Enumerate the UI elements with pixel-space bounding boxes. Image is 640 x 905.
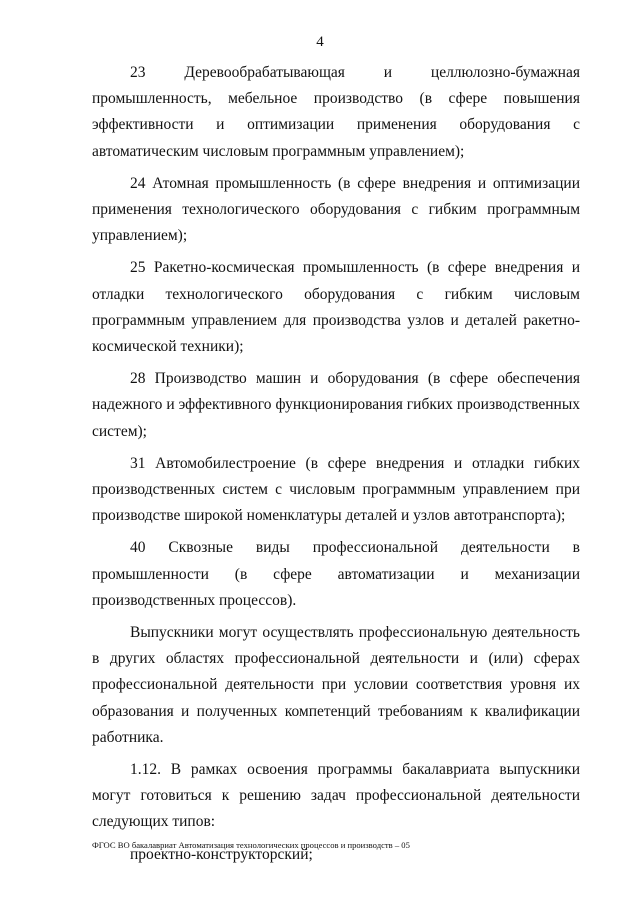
paragraph-28: 28 Производство машин и оборудования (в сфере обеспечения надежного и эффективного функционирования гибких производственных систем); xyxy=(92,370,580,440)
document-body xyxy=(92,60,580,874)
paragraph-1-12: 1.12. В рамках освоения программы бакалавриата выпускники могут готовиться к решению задач профессиональной деятельности следующих типов: xyxy=(92,761,580,831)
paragraph-40: 40 Сквозные виды профессиональной деятельности в промышленности (в сфере автоматизации и механизации производственных процессов). xyxy=(92,539,580,609)
list-item-design: проектно-конструкторский; xyxy=(130,845,313,863)
page-footer: ФГОС ВО бакалавриат Автоматизация технологических процессов и производств – 05 xyxy=(92,840,410,850)
paragraph-25: 25 Ракетно-космическая промышленность (в сфере внедрения и отладки технологического оборудования с гибким числовым программным управлением для производства узлов и деталей ракетно-космической техники); xyxy=(92,259,580,356)
paragraph-31: 31 Автомобилестроение (в сфере внедрения и отладки гибких производственных систем с числовым программным управлением при производстве широкой номенклатуры деталей и узлов автотранспорта); xyxy=(92,454,580,525)
page-number: 4 xyxy=(316,34,324,50)
paragraph-24: 24 Атомная промышленность (в сфере внедрения и оптимизации применения технологического оборудования с гибким программным управлением); xyxy=(92,174,580,245)
paragraph-23: 23 Деревообрабатывающая и целлюлозно-бумажная промышленность, мебельное производство (в сфере повышения эффективности и оптимизации применения оборудования с автоматическим числовым программным управлением); xyxy=(92,64,580,160)
paragraph-graduates: Выпускники могут осуществлять профессиональную деятельность в других областях профессиональной деятельности и (или) сферах профессиональной деятельности при условии соответствия уровня их образования и полученных компетенций требованиям к квалификации работника. xyxy=(92,624,580,746)
